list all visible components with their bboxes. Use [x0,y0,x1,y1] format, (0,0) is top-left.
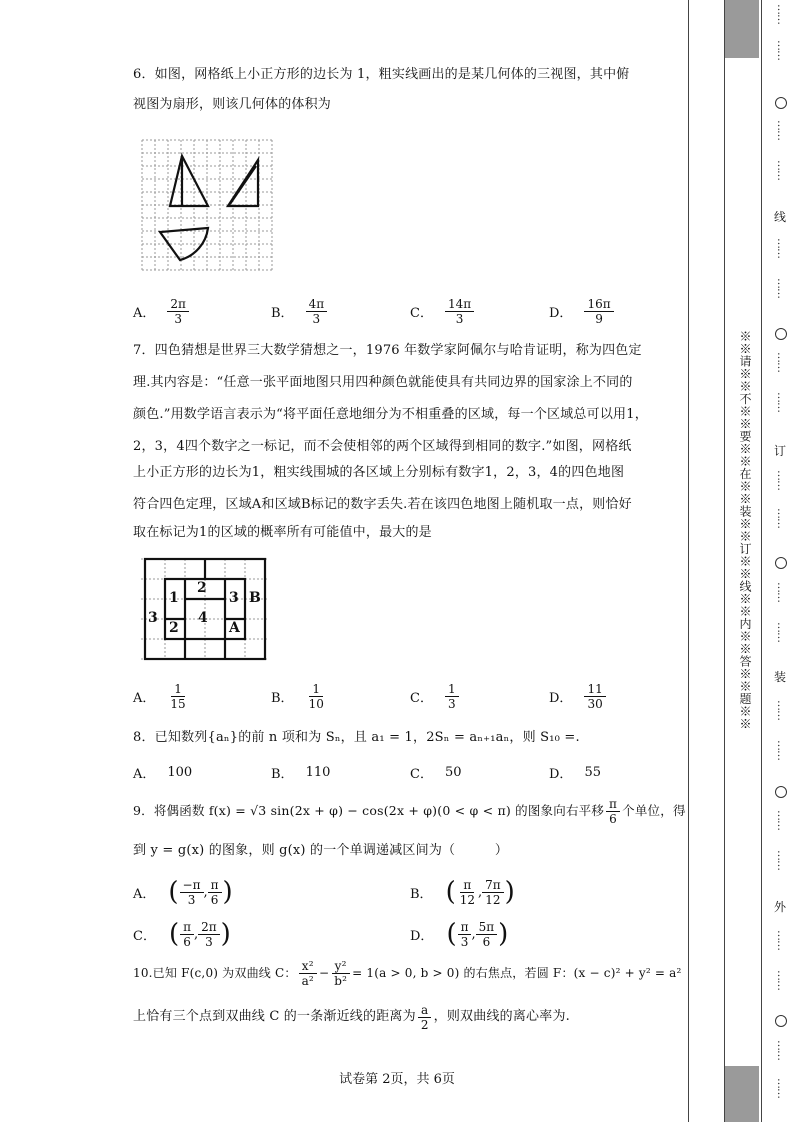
q8-line: 8．已知数列{aₙ}的前 n 项和为 Sₙ，且 a₁ = 1，2Sₙ = aₙ₊₁aₙ，则 S₁₀ =. [133,730,580,745]
seal-dots: …… [775,740,788,760]
q7-options [133,678,673,714]
seal-dots: …… [775,810,788,830]
q6-option-a[interactable]: A． $\frac{2\pi}{3}$ [133,293,189,329]
q8-option-b[interactable]: B． 110 [271,764,331,782]
q6-three-view-figure [140,138,280,274]
q10-half-fraction: $\frac{a}{2}$ [418,1003,432,1032]
page-footer: 试卷第 2页，共 6页 [339,1072,455,1087]
q7-line-4: 2，3，4四个数字之一标记，而不会使相邻的两个区域得到相同的数字.”如图，网格纸 [133,439,632,454]
q7-line-1: 7．四色猜想是世界三大数学猜想之一，1976 年数学家阿佩尔与哈肯证明，称为四色定 [133,343,642,358]
q10-line-2 [133,1002,668,1032]
q9-line-1 [133,796,686,826]
gutter-dark-top [725,0,759,58]
q6-option-d[interactable]: D． $\frac{16\pi}{9}$ [549,293,614,329]
seal-word-xian: 线 [773,210,786,224]
map-label-4: 4 [198,610,208,626]
q7-option-a[interactable]: A． $\frac{1}{15}$ [133,681,186,711]
map-label-3-right: 3 [229,590,239,606]
q8-option-d[interactable]: D． 55 [549,764,601,782]
seal-circle [775,328,787,340]
gutter-notice: ※※请※※不※※要※※在※※装※※订※※线※※内※※答※※题※※ [738,330,752,730]
q10-x-fraction: $\frac{\text{x²}}{\text{a²}}$ [299,959,317,988]
seal-dots: …… [775,508,788,528]
seal-dots: …… [775,278,788,298]
seal-word-wai: 外 [773,900,786,914]
map-label-b: B [249,590,261,606]
seal-circle [775,1015,787,1027]
gutter-border [688,0,689,1122]
map-label-2-bottom: 2 [169,620,179,636]
q9-option-d[interactable]: D． ( $\frac{\pi}{3}$ , $\frac{5\pi}{6}$ ) [410,919,509,949]
q8-option-c[interactable]: C． 50 [410,764,462,782]
seal-circle [775,557,787,569]
q7-option-b[interactable]: B． $\frac{1}{10}$ [271,681,324,711]
q8-options [133,754,673,790]
seal-dots: …… [775,40,788,60]
seal-dots: …… [775,700,788,720]
q6-line-1: 6．如图，网格纸上小正方形的边长为 1，粗实线画出的是某几何体的三视图，其中俯 [133,67,630,82]
seal-dots: …… [775,120,788,140]
q7-line-6: 符合四色定理，区域A和区域B标记的数字丢失.若在该四色地图上随机取一点，则恰好 [133,497,632,512]
seal-dots: …… [775,392,788,412]
q10-line-1: 10.已知 F(c,0) 为双曲线 C： $\frac{\text{x²}}{\text{a²}}$ − $\frac{\text{y²}}{\text{b²}}$ = 1(a > 0, b > 0) 的右焦点，若圆 F：(x − c)² + y² = a² [133,958,682,988]
seal-circle [775,97,787,109]
map-label-3-left: 3 [148,610,158,626]
q7-line-5: 上小正方形的边长为1，粗实线围城的各区域上分别标有数字1，2，3，4的四色地图 [133,465,625,480]
q6-options [133,293,673,329]
seal-dots: …… [775,1078,788,1098]
q10-line-1-text: 10.已知 F(c,0) 为双曲线 C： [133,966,297,980]
q9-line-2: 到 y = g(x) 的图象，则 g(x) 的一个单调递减区间为（ ） [133,843,509,858]
q9-options-row-2 [133,916,673,952]
seal-dots: …… [775,582,788,602]
seal-dots: …… [775,850,788,870]
q6-line-2: 视图为扇形，则该几何体的体积为 [133,97,332,112]
seal-dots: …… [775,352,788,372]
seal-dots: …… [775,470,788,490]
seal-circle [775,786,787,798]
seal-dots: …… [775,4,788,24]
q9-line-1-tail: 个单位，得 [622,803,686,818]
q6-option-b[interactable]: B． $\frac{4\pi}{3}$ [271,293,327,329]
q10-line-2-tail: ，则双曲线的离心率为. [433,1009,570,1024]
map-label-2-top: 2 [197,580,207,596]
q10-line-1-tail: = 1(a > 0, b > 0) 的右焦点，若圆 F：(x − c)² + y² = a² [352,966,682,980]
q7-line-2: 理.其内容是：“任意一张平面地图只用四种颜色就能使具有共同边界的国家涂上不同的 [133,375,633,390]
seal-word-ding: 订 [773,444,786,458]
q7-option-d[interactable]: D． $\frac{11}{30}$ [549,678,606,714]
q9-shift-fraction: $\frac{\pi}{6}$ [606,797,620,826]
q7-option-c[interactable]: C． $\frac{1}{3}$ [410,678,459,714]
q8-option-a[interactable]: A． 100 [133,764,193,782]
q9-option-b[interactable]: B． ( $\frac{\pi}{12}$ , $\frac{7\pi}{12}$ ) [410,877,515,907]
q7-line-3: 颜色.”用数学语言表示为“将平面任意地细分为不相重叠的区域，每一个区域总可以用1， [133,407,648,422]
seal-dots: …… [775,622,788,642]
q10-line-2-text: 上恰有三个点到双曲线 C 的一条渐近线的距离为 [133,1009,416,1024]
q9-option-a[interactable]: A． ( $\frac{-\pi}{3}$ , $\frac{\pi}{6}$ ) [133,877,233,907]
q10-y-fraction: $\frac{\text{y²}}{\text{b²}}$ [331,959,350,988]
q7-line-7: 取在标记为1的区域的概率所有可能值中，最大的是 [133,525,432,540]
map-label-a: A [229,620,240,636]
seal-dots: …… [775,1040,788,1060]
q9-line-1-text: 9．将偶函数 f(x) = √3 sin(2x + φ) − cos(2x + φ)(0 < φ < π) 的图象向右平移 [133,803,605,818]
q6-option-c[interactable]: C． $\frac{14\pi}{3}$ [410,293,474,329]
seal-dots: …… [775,970,788,990]
seal-word-zhuang: 装 [773,670,786,684]
q9-options-row-1 [133,874,673,910]
map-label-1: 1 [169,590,179,606]
gutter-dark-bottom [725,1066,759,1122]
seal-dots: …… [775,160,788,180]
seal-dots: …… [775,930,788,950]
q9-option-c[interactable]: C． ( $\frac{\pi}{6}$ , $\frac{2\pi}{3}$ ) [133,919,231,949]
seal-dots: …… [775,238,788,258]
